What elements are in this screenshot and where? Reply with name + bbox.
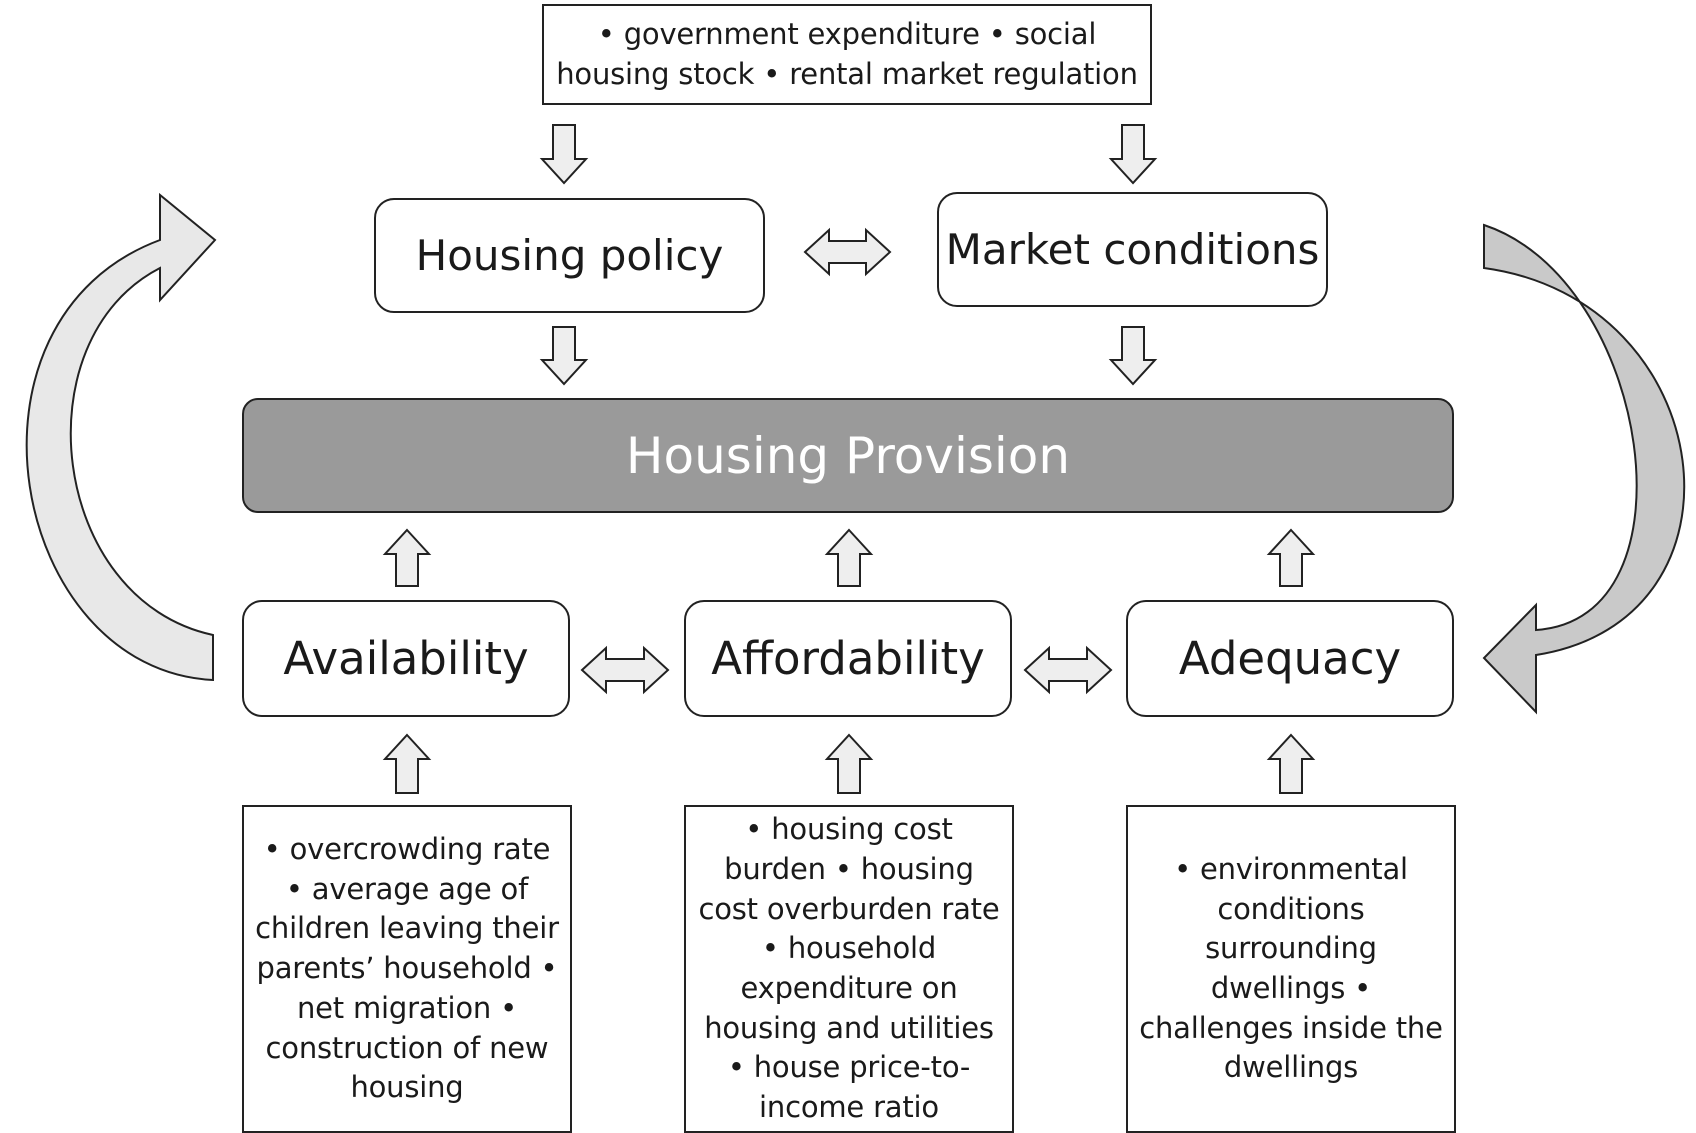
left-feedback-arrow: [27, 195, 215, 680]
double-arrow-icon: [805, 230, 890, 274]
housing-provision-node: [242, 398, 1454, 513]
adequacy-indicators-text: • environmental conditions surrounding dwellings • challenges inside the dwellings: [1139, 851, 1443, 1085]
adequacy-indicators-box: [1126, 805, 1456, 1133]
double-arrow-icon: [1025, 648, 1111, 692]
market-conditions-node: [937, 192, 1328, 307]
arrow-up-icon: [827, 735, 871, 793]
arrow-up-icon: [385, 530, 429, 586]
arrow-down-icon: [542, 125, 586, 183]
affordability-indicators-box: [684, 805, 1014, 1133]
arrow-up-icon: [385, 735, 429, 793]
housing-policy-label: Housing policy: [415, 231, 724, 280]
housing-provision-label: Housing Provision: [625, 426, 1071, 485]
affordability-node: [684, 600, 1012, 717]
arrow-up-icon: [1269, 735, 1313, 793]
arrow-down-icon: [1111, 327, 1155, 384]
double-arrow-icon: [582, 648, 668, 692]
arrow-up-icon: [827, 530, 871, 586]
arrow-down-icon: [542, 327, 586, 384]
policy-factors-box: [542, 4, 1152, 105]
affordability-label: Affordability: [711, 632, 985, 685]
availability-indicators-box: [242, 805, 572, 1133]
availability-indicators-text: • overcrowding rate • average age of children leaving their parents’ household • net migration • construction of new housing: [255, 831, 559, 1105]
housing-policy-node: [374, 198, 765, 313]
policy-factors-text: • government expenditure • social housing stock • rental market regulation: [556, 16, 1138, 91]
availability-label: Availability: [283, 632, 529, 685]
adequacy-label: Adequacy: [1178, 632, 1402, 685]
market-conditions-label: Market conditions: [945, 225, 1320, 274]
arrow-down-icon: [1111, 125, 1155, 183]
availability-node: [242, 600, 570, 717]
affordability-indicators-text: • housing cost burden • housing cost overburden rate • household expenditure on housing and utilities • house price-to- income ratio: [698, 812, 1000, 1125]
adequacy-node: [1126, 600, 1454, 717]
right-feedback-arrow: [1484, 225, 1684, 712]
arrow-up-icon: [1269, 530, 1313, 586]
